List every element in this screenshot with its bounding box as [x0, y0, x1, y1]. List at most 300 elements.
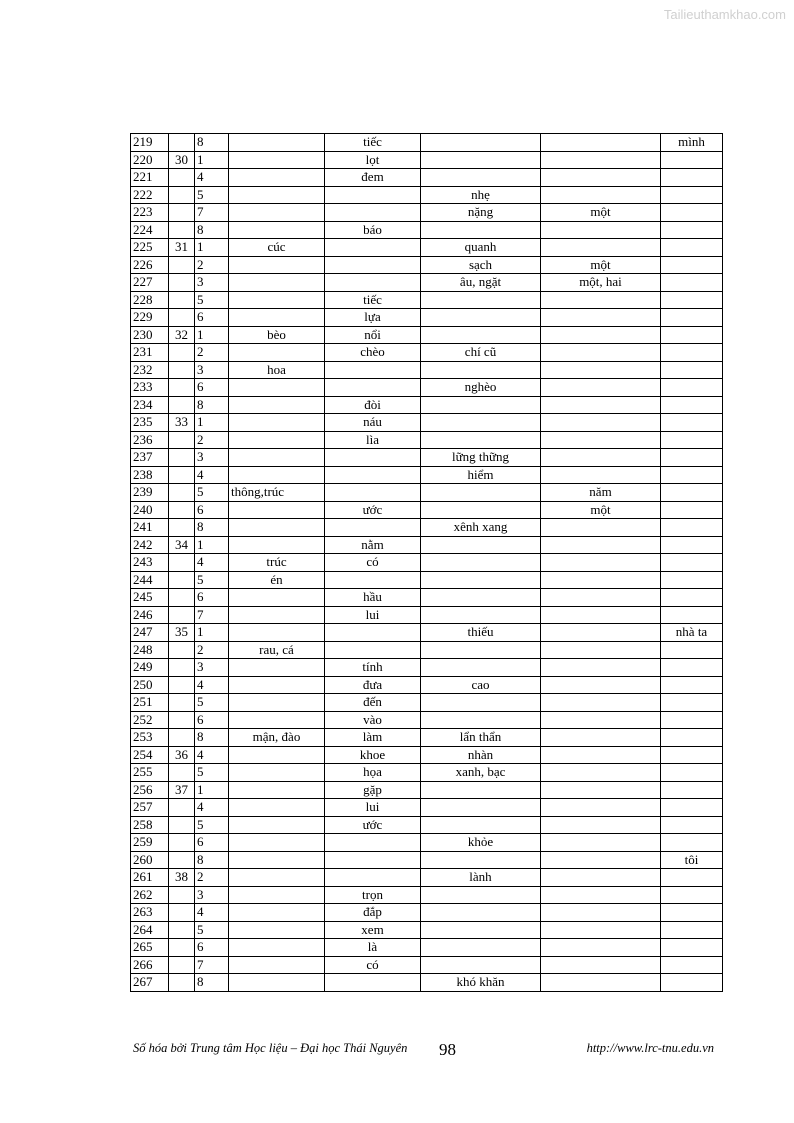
column-4-cell	[541, 851, 661, 869]
column-5-cell	[661, 589, 723, 607]
group-number-cell	[169, 204, 195, 222]
column-4-cell	[541, 904, 661, 922]
row-number-cell: 267	[131, 974, 169, 992]
column-5-cell	[661, 554, 723, 572]
row-number-cell: 226	[131, 256, 169, 274]
column-3-cell	[421, 589, 541, 607]
row-number-cell: 239	[131, 484, 169, 502]
table-row	[131, 274, 723, 292]
column-1-cell	[229, 799, 325, 817]
column-2-cell	[325, 186, 421, 204]
table-row	[131, 151, 723, 169]
column-2-cell: hầu	[325, 589, 421, 607]
position-cell: 6	[195, 939, 229, 957]
column-3-cell: khỏe	[421, 834, 541, 852]
group-number-cell	[169, 606, 195, 624]
column-1-cell	[229, 659, 325, 677]
group-number-cell	[169, 729, 195, 747]
group-number-cell	[169, 519, 195, 537]
position-cell: 5	[195, 571, 229, 589]
table-row	[131, 729, 723, 747]
column-2-cell: tính	[325, 659, 421, 677]
group-number-cell	[169, 134, 195, 152]
column-5-cell	[661, 834, 723, 852]
column-5-cell	[661, 186, 723, 204]
column-2-cell	[325, 869, 421, 887]
column-5-cell	[661, 274, 723, 292]
row-number-cell: 222	[131, 186, 169, 204]
column-4-cell	[541, 974, 661, 992]
group-number-cell	[169, 431, 195, 449]
column-1-cell	[229, 886, 325, 904]
position-cell: 4	[195, 554, 229, 572]
column-1-cell	[229, 291, 325, 309]
column-1-cell	[229, 746, 325, 764]
position-cell: 4	[195, 676, 229, 694]
column-4-cell: một	[541, 501, 661, 519]
table-row	[131, 641, 723, 659]
row-number-cell: 256	[131, 781, 169, 799]
table-row	[131, 781, 723, 799]
position-cell: 3	[195, 361, 229, 379]
position-cell: 3	[195, 274, 229, 292]
column-3-cell	[421, 554, 541, 572]
column-5-cell	[661, 694, 723, 712]
column-5-cell: nhà ta	[661, 624, 723, 642]
column-5-cell	[661, 921, 723, 939]
column-2-cell: đến	[325, 694, 421, 712]
column-5-cell	[661, 536, 723, 554]
column-2-cell: náu	[325, 414, 421, 432]
table-row	[131, 606, 723, 624]
column-1-cell	[229, 501, 325, 519]
table-row	[131, 939, 723, 957]
table-row	[131, 466, 723, 484]
footer-source: Số hóa bởi Trung tâm Học liệu – Đại học Thái Nguyên	[133, 1041, 408, 1055]
table-row	[131, 414, 723, 432]
table-row	[131, 886, 723, 904]
row-number-cell: 262	[131, 886, 169, 904]
row-number-cell: 235	[131, 414, 169, 432]
column-4-cell	[541, 589, 661, 607]
column-1-cell: mận, đào	[229, 729, 325, 747]
group-number-cell	[169, 851, 195, 869]
column-3-cell	[421, 151, 541, 169]
position-cell: 2	[195, 869, 229, 887]
column-3-cell	[421, 431, 541, 449]
column-2-cell: tiếc	[325, 291, 421, 309]
column-4-cell	[541, 326, 661, 344]
group-number-cell	[169, 921, 195, 939]
column-4-cell	[541, 239, 661, 257]
column-3-cell: xênh xang	[421, 519, 541, 537]
column-1-cell: bèo	[229, 326, 325, 344]
position-cell: 3	[195, 449, 229, 467]
group-number-cell	[169, 659, 195, 677]
column-5-cell	[661, 956, 723, 974]
table-row	[131, 204, 723, 222]
table-row	[131, 431, 723, 449]
column-3-cell: nghèo	[421, 379, 541, 397]
column-2-cell: lìa	[325, 431, 421, 449]
column-3-cell	[421, 659, 541, 677]
column-1-cell	[229, 186, 325, 204]
table-row	[131, 974, 723, 992]
group-number-cell	[169, 396, 195, 414]
group-number-cell	[169, 186, 195, 204]
table-row	[131, 851, 723, 869]
table-row	[131, 676, 723, 694]
column-1-cell: rau, cá	[229, 641, 325, 659]
column-1-cell	[229, 379, 325, 397]
column-5-cell	[661, 309, 723, 327]
position-cell: 6	[195, 711, 229, 729]
row-number-cell: 231	[131, 344, 169, 362]
column-1-cell: én	[229, 571, 325, 589]
row-number-cell: 237	[131, 449, 169, 467]
column-3-cell	[421, 641, 541, 659]
position-cell: 7	[195, 956, 229, 974]
row-number-cell: 245	[131, 589, 169, 607]
column-5-cell	[661, 974, 723, 992]
column-5-cell	[661, 326, 723, 344]
column-1-cell	[229, 414, 325, 432]
column-1-cell	[229, 396, 325, 414]
column-4-cell	[541, 834, 661, 852]
column-5-cell	[661, 169, 723, 187]
column-1-cell	[229, 221, 325, 239]
column-2-cell	[325, 571, 421, 589]
column-3-cell: thiếu	[421, 624, 541, 642]
column-1-cell	[229, 151, 325, 169]
position-cell: 8	[195, 134, 229, 152]
column-5-cell	[661, 641, 723, 659]
column-5-cell	[661, 869, 723, 887]
group-number-cell	[169, 764, 195, 782]
table-row	[131, 904, 723, 922]
column-4-cell	[541, 659, 661, 677]
table-row	[131, 239, 723, 257]
column-2-cell	[325, 851, 421, 869]
column-4-cell	[541, 519, 661, 537]
row-number-cell: 261	[131, 869, 169, 887]
column-3-cell	[421, 536, 541, 554]
column-5-cell	[661, 501, 723, 519]
column-5-cell	[661, 816, 723, 834]
column-2-cell: tiếc	[325, 134, 421, 152]
table-row	[131, 256, 723, 274]
table-row	[131, 326, 723, 344]
row-number-cell: 264	[131, 921, 169, 939]
group-number-cell: 30	[169, 151, 195, 169]
column-5-cell	[661, 221, 723, 239]
column-5-cell	[661, 291, 723, 309]
column-5-cell	[661, 676, 723, 694]
table-row	[131, 921, 723, 939]
group-number-cell: 32	[169, 326, 195, 344]
column-4-cell	[541, 134, 661, 152]
position-cell: 5	[195, 764, 229, 782]
table-row	[131, 134, 723, 152]
column-3-cell	[421, 501, 541, 519]
column-4-cell	[541, 309, 661, 327]
row-number-cell: 241	[131, 519, 169, 537]
table-body	[131, 134, 723, 992]
row-number-cell: 233	[131, 379, 169, 397]
column-2-cell: lui	[325, 606, 421, 624]
column-2-cell	[325, 274, 421, 292]
column-2-cell	[325, 519, 421, 537]
row-number-cell: 244	[131, 571, 169, 589]
column-2-cell	[325, 641, 421, 659]
group-number-cell	[169, 834, 195, 852]
column-2-cell	[325, 449, 421, 467]
column-3-cell	[421, 921, 541, 939]
column-3-cell	[421, 571, 541, 589]
position-cell: 4	[195, 904, 229, 922]
table-row	[131, 869, 723, 887]
column-5-cell: mình	[661, 134, 723, 152]
column-2-cell: nằm	[325, 536, 421, 554]
group-number-cell	[169, 711, 195, 729]
column-2-cell: là	[325, 939, 421, 957]
column-2-cell: có	[325, 956, 421, 974]
column-5-cell	[661, 886, 723, 904]
column-5-cell	[661, 904, 723, 922]
position-cell: 5	[195, 186, 229, 204]
column-4-cell	[541, 746, 661, 764]
column-3-cell	[421, 816, 541, 834]
column-2-cell: gặp	[325, 781, 421, 799]
group-number-cell	[169, 554, 195, 572]
position-cell: 2	[195, 641, 229, 659]
position-cell: 2	[195, 256, 229, 274]
column-5-cell	[661, 151, 723, 169]
column-5-cell	[661, 484, 723, 502]
table-row	[131, 659, 723, 677]
position-cell: 8	[195, 974, 229, 992]
column-2-cell: khoe	[325, 746, 421, 764]
column-3-cell	[421, 904, 541, 922]
column-5-cell	[661, 431, 723, 449]
column-1-cell: thông,trúc	[229, 484, 325, 502]
column-5-cell	[661, 659, 723, 677]
column-5-cell	[661, 256, 723, 274]
group-number-cell	[169, 571, 195, 589]
column-5-cell	[661, 939, 723, 957]
table-row	[131, 501, 723, 519]
group-number-cell	[169, 799, 195, 817]
column-2-cell: lựa	[325, 309, 421, 327]
table-row	[131, 571, 723, 589]
column-4-cell	[541, 764, 661, 782]
position-cell: 8	[195, 396, 229, 414]
column-5-cell	[661, 449, 723, 467]
row-number-cell: 248	[131, 641, 169, 659]
row-number-cell: 238	[131, 466, 169, 484]
column-4-cell	[541, 361, 661, 379]
column-4-cell	[541, 641, 661, 659]
column-4-cell	[541, 956, 661, 974]
position-cell: 8	[195, 519, 229, 537]
group-number-cell	[169, 449, 195, 467]
group-number-cell	[169, 256, 195, 274]
column-5-cell	[661, 466, 723, 484]
column-1-cell: cúc	[229, 239, 325, 257]
row-number-cell: 242	[131, 536, 169, 554]
column-4-cell	[541, 694, 661, 712]
row-number-cell: 265	[131, 939, 169, 957]
column-5-cell	[661, 396, 723, 414]
column-5-cell	[661, 239, 723, 257]
position-cell: 3	[195, 886, 229, 904]
group-number-cell	[169, 886, 195, 904]
column-5-cell	[661, 764, 723, 782]
column-1-cell	[229, 869, 325, 887]
row-number-cell: 260	[131, 851, 169, 869]
row-number-cell: 227	[131, 274, 169, 292]
position-cell: 4	[195, 169, 229, 187]
column-2-cell: ước	[325, 501, 421, 519]
column-3-cell	[421, 309, 541, 327]
column-1-cell	[229, 431, 325, 449]
position-cell: 3	[195, 659, 229, 677]
table-row	[131, 956, 723, 974]
position-cell: 5	[195, 816, 229, 834]
page-number: 98	[439, 1040, 456, 1059]
group-number-cell	[169, 221, 195, 239]
table-row	[131, 834, 723, 852]
column-1-cell	[229, 256, 325, 274]
group-number-cell	[169, 344, 195, 362]
column-2-cell: vào	[325, 711, 421, 729]
column-4-cell	[541, 396, 661, 414]
column-4-cell	[541, 554, 661, 572]
column-2-cell: trọn	[325, 886, 421, 904]
group-number-cell: 38	[169, 869, 195, 887]
column-4-cell	[541, 536, 661, 554]
table-row	[131, 291, 723, 309]
column-5-cell	[661, 711, 723, 729]
group-number-cell: 34	[169, 536, 195, 554]
group-number-cell: 31	[169, 239, 195, 257]
column-3-cell: nhẹ	[421, 186, 541, 204]
group-number-cell: 36	[169, 746, 195, 764]
column-5-cell	[661, 746, 723, 764]
column-3-cell: cao	[421, 676, 541, 694]
row-number-cell: 263	[131, 904, 169, 922]
column-4-cell	[541, 921, 661, 939]
group-number-cell	[169, 501, 195, 519]
column-4-cell	[541, 291, 661, 309]
column-3-cell	[421, 396, 541, 414]
column-1-cell	[229, 204, 325, 222]
group-number-cell	[169, 466, 195, 484]
column-3-cell	[421, 939, 541, 957]
column-2-cell	[325, 484, 421, 502]
column-3-cell: nhàn	[421, 746, 541, 764]
column-4-cell: năm	[541, 484, 661, 502]
column-2-cell: ước	[325, 816, 421, 834]
column-3-cell	[421, 484, 541, 502]
column-3-cell: lẩn thẩn	[421, 729, 541, 747]
group-number-cell	[169, 939, 195, 957]
column-4-cell	[541, 466, 661, 484]
row-number-cell: 224	[131, 221, 169, 239]
column-1-cell	[229, 974, 325, 992]
column-1-cell	[229, 466, 325, 484]
group-number-cell	[169, 169, 195, 187]
column-4-cell	[541, 886, 661, 904]
table-row	[131, 361, 723, 379]
column-2-cell	[325, 834, 421, 852]
column-1-cell	[229, 921, 325, 939]
group-number-cell	[169, 379, 195, 397]
column-2-cell	[325, 204, 421, 222]
table-row	[131, 379, 723, 397]
column-4-cell	[541, 606, 661, 624]
row-number-cell: 250	[131, 676, 169, 694]
column-3-cell	[421, 169, 541, 187]
column-5-cell	[661, 344, 723, 362]
column-5-cell	[661, 781, 723, 799]
column-1-cell	[229, 694, 325, 712]
position-cell: 1	[195, 781, 229, 799]
column-4-cell	[541, 169, 661, 187]
column-2-cell: chèo	[325, 344, 421, 362]
row-number-cell: 223	[131, 204, 169, 222]
column-2-cell: làm	[325, 729, 421, 747]
column-2-cell	[325, 466, 421, 484]
position-cell: 6	[195, 589, 229, 607]
row-number-cell: 236	[131, 431, 169, 449]
position-cell: 4	[195, 746, 229, 764]
column-2-cell: đắp	[325, 904, 421, 922]
footer-url: http://www.lrc-tnu.edu.vn	[586, 1041, 714, 1055]
column-4-cell	[541, 414, 661, 432]
column-3-cell: hiểm	[421, 466, 541, 484]
group-number-cell	[169, 676, 195, 694]
group-number-cell: 37	[169, 781, 195, 799]
column-3-cell	[421, 134, 541, 152]
group-number-cell	[169, 904, 195, 922]
column-3-cell: khó khăn	[421, 974, 541, 992]
row-number-cell: 258	[131, 816, 169, 834]
column-3-cell: âu, ngặt	[421, 274, 541, 292]
row-number-cell: 230	[131, 326, 169, 344]
table-row	[131, 344, 723, 362]
row-number-cell: 229	[131, 309, 169, 327]
column-4-cell	[541, 624, 661, 642]
table-row	[131, 396, 723, 414]
group-number-cell: 35	[169, 624, 195, 642]
column-1-cell	[229, 169, 325, 187]
row-number-cell: 220	[131, 151, 169, 169]
row-number-cell: 246	[131, 606, 169, 624]
row-number-cell: 228	[131, 291, 169, 309]
column-5-cell	[661, 379, 723, 397]
position-cell: 1	[195, 239, 229, 257]
column-3-cell: lành	[421, 869, 541, 887]
column-4-cell	[541, 221, 661, 239]
position-cell: 7	[195, 606, 229, 624]
row-number-cell: 219	[131, 134, 169, 152]
column-1-cell	[229, 904, 325, 922]
column-3-cell	[421, 326, 541, 344]
column-1-cell	[229, 956, 325, 974]
column-1-cell	[229, 939, 325, 957]
column-3-cell	[421, 414, 541, 432]
